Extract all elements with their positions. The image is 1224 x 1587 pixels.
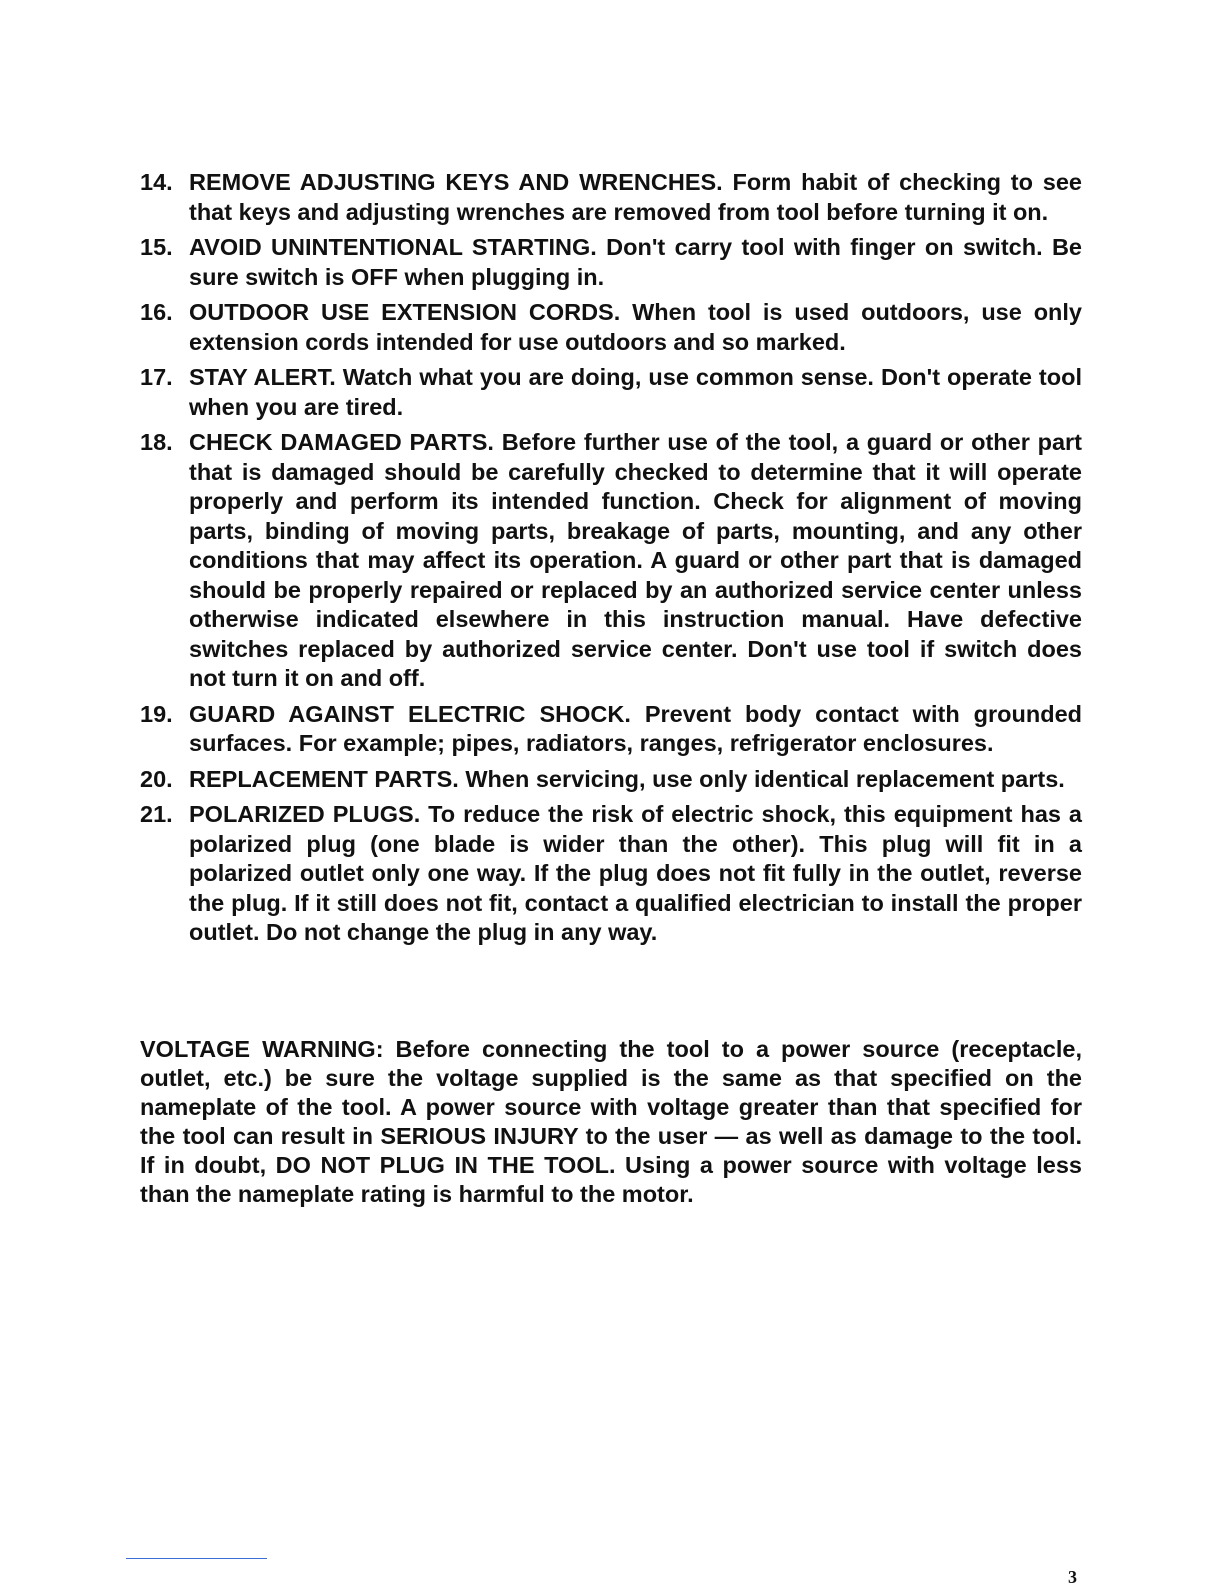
list-item — [140, 233, 1082, 292]
item-text: REPLACEMENT PARTS. When servicing, use only identical replacement parts. — [189, 765, 1065, 792]
item-text: GUARD AGAINST ELECTRIC SHOCK. Prevent body contact with grounded surfaces. For example; pipes, radiators, ranges, refrigerator enclosures. — [189, 700, 1082, 756]
item-text: POLARIZED PLUGS. To reduce the risk of electric shock, this equipment has a polarized plug (one blade is wider than the other). This plug will fit in a polarized outlet only one way. If the plug does not fit fully in the outlet, reverse the plug. If it still does not fit, contact a qualified electrician to install the proper outlet. Do not change the plug in any way. — [189, 801, 1082, 945]
list-item — [140, 800, 1082, 948]
item-number: 14. — [140, 169, 173, 195]
item-number: 17. — [140, 364, 173, 390]
list-item — [140, 298, 1082, 357]
item-number: 18. — [140, 429, 173, 455]
page-number: 3 — [1068, 1567, 1077, 1587]
item-text: AVOID UNINTENTIONAL STARTING. Don't carry tool with finger on switch. Be sure switch is OFF when plugging in. — [189, 234, 1082, 290]
list-item — [140, 168, 1082, 227]
item-text: OUTDOOR USE EXTENSION CORDS. When tool is used outdoors, use only extension cords intended for use outdoors and so marked. — [189, 299, 1082, 355]
list-item — [140, 363, 1082, 422]
list-item — [140, 765, 1082, 795]
item-text: STAY ALERT. Watch what you are doing, use common sense. Don't operate tool when you are tired. — [189, 364, 1082, 420]
item-text: REMOVE ADJUSTING KEYS AND WRENCHES. Form habit of checking to see that keys and adjusting wrenches are removed from tool before turning it on. — [189, 169, 1082, 225]
item-number: 15. — [140, 234, 173, 260]
list-item — [140, 428, 1082, 694]
item-number: 19. — [140, 700, 173, 727]
list-item — [140, 700, 1082, 759]
item-number: 21. — [140, 801, 173, 827]
voltage-warning: VOLTAGE WARNING: Before connecting the tool to a power source (receptacle, outlet, etc.) be sure the voltage supplied is the same as that specified on the nameplate of the tool. A power source with voltage greater than that specified for the tool can result in SERIOUS INJURY to the user — as well as damage to the tool. If in doubt, DO NOT PLUG IN THE TOOL. Using a power source with voltage less than the nameplate rating is harmful to the motor. — [140, 1036, 1082, 1207]
item-number: 20. — [140, 765, 173, 792]
item-text: CHECK DAMAGED PARTS. Before further use of the tool, a guard or other part that is damaged should be carefully checked to determine that it will operate properly and perform its intended function. Check for alignment of moving parts, binding of moving parts, breakage of parts, mounting, and any other conditions that may affect its operation. A guard or other part that is damaged should be properly repaired or replaced by an authorized service center unless otherwise indicated elsewhere in this instruction manual. Have defective switches replaced by authorized service center. Don't use tool if switch does not turn it on and off. — [189, 429, 1082, 691]
safety-rules-list — [140, 168, 1082, 954]
item-number: 16. — [140, 299, 173, 325]
footer-divider — [126, 1558, 267, 1559]
